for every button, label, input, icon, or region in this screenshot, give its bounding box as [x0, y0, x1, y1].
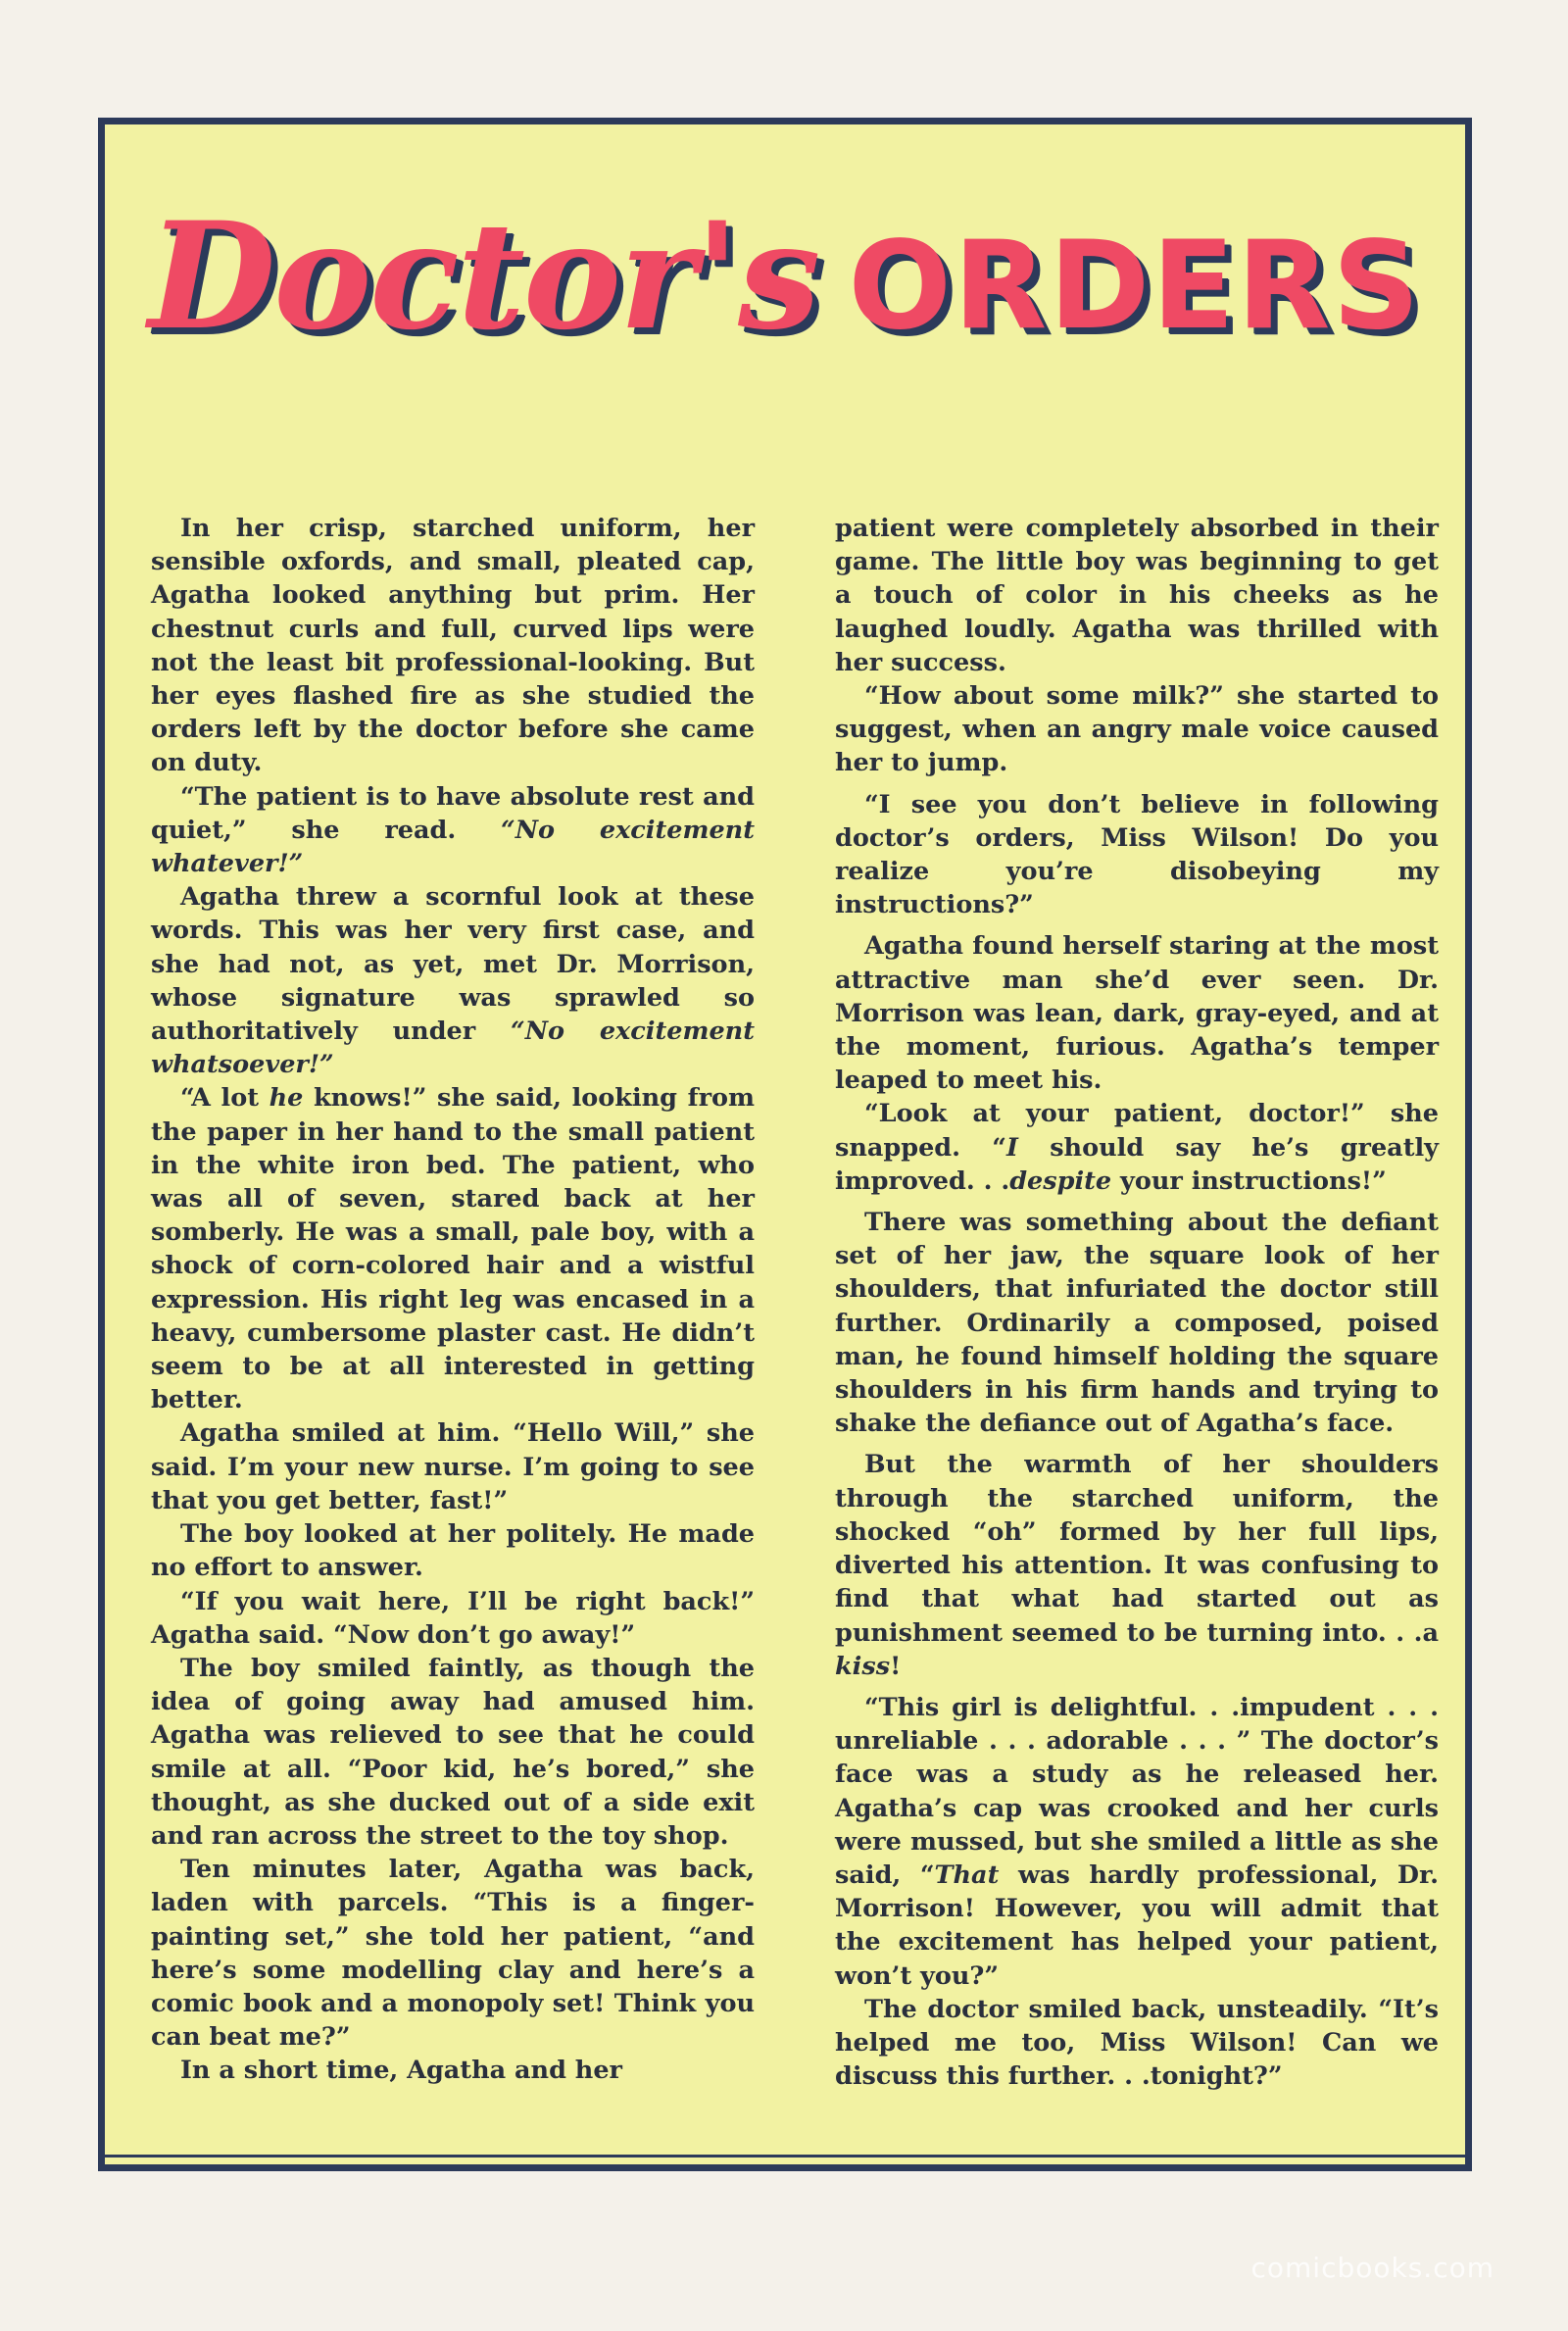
paragraph: The doctor smiled back, unsteadily. “It’s helped me too, Miss Wilson! Can we discuss this further. . .tonight?” [835, 1994, 1439, 2092]
story-title [102, 190, 1468, 363]
paragraph: “This girl is delightful. . .impudent . . . unreliable . . . adorable . . . ” The doctor’s face was a study as he released her. Agatha’s cap was crooked and her curls were mussed, but she smiled a little as she said, “That was hardly professional, Dr. Morrison! However, you will admit that the excitement has helped your patient, won’t you?” [835, 1692, 1439, 1991]
story-panel [98, 118, 1472, 2171]
paragraph: In her crisp, starched uniform, her sensible oxfords, and small, pleated cap, Agatha looked anything but prim. Her chestnut curls and full, curved lips were not the least bit professional-looking. But her eyes flashed fire as she studied the orders left by the doctor before she came on duty. [151, 514, 755, 778]
paragraph: In a short time, Agatha and her [180, 2056, 622, 2086]
bottom-divider [98, 2155, 1472, 2157]
paragraph: There was something about the defiant set of her jaw, the square look of her shoulders, that infuriated the doctor still further. Ordinarily a composed, poised man, he found himself holding the square shoulders in his firm hands and trying to shake the defiance out of Agatha’s face. [835, 1208, 1439, 1439]
paragraph: Agatha found herself staring at the most attractive man she’d ever seen. Dr. Morrison was lean, dark, gray-eyed, and at the moment, furious. Agatha’s temper leaped to meet his. [835, 931, 1439, 1096]
paragraph: “Look at your patient, doctor!” she snapped. “I should say he’s greatly improved. . .despite your instructions!” [835, 1099, 1439, 1196]
paragraph: “The patient is to have absolute rest and quiet,” she read. “No excitement whatever!” [151, 781, 756, 879]
title-script-word: Doctor's [148, 190, 819, 363]
paragraph: Ten minutes later, Agatha was back, laden with parcels. “This is a finger-painting set,” she told her patient, “and here’s some modelling clay and here’s a comic book and a monopoly set! Think you can beat me?” [151, 1855, 755, 2053]
right-text-column [835, 512, 1439, 2093]
paragraph: “A lot he knows!” she said, looking from the paper in her hand to the small patient in the white iron bed. The patient, who was all of seven, stared back at her somberly. He was a small, pale boy, with a shock of corn-colored hair and a wistful expression. His right leg was encased in a heavy, cumbersome plaster cast. He didn’t seem to be at all interested in getting better. [151, 1083, 755, 1415]
paragraph: patient were completely absorbed in their game. The little boy was beginning to get a touch of color in his cheeks as he laughed loudly. Agatha was thrilled with her success. [835, 514, 1439, 677]
paragraph: The boy looked at her politely. He made no effort to answer. [151, 1519, 755, 1583]
paragraph: Agatha threw a scornful look at these words. This was her very first case, and she had not, as yet, met Dr. Morrison, whose signature was sprawled so authoritatively under “No excitement whatsoever!” [151, 882, 755, 1080]
paragraph: But the warmth of her shoulders through the starched uniform, the shocked “oh” formed by her full lips, diverted his attention. It was confusing to find that what had started out as punishment seemed to be turning into. . .a kiss! [835, 1450, 1439, 1681]
site-watermark: comicbooks.com [1250, 2252, 1494, 2284]
title-block-word: ORDERS [848, 216, 1422, 357]
paragraph: The boy smiled faintly, as though the idea of going away had amused him. Agatha was relieved to see that he could smile at all. “Poor kid, he’s bored,” she thought, as she ducked out of a side exit and ran across the street to the toy shop. [151, 1653, 755, 1851]
left-text-column [151, 512, 755, 2088]
paragraph: Agatha smiled at him. “Hello Will,” she said. I’m your new nurse. I’m going to see that you get better, fast!” [151, 1418, 755, 1515]
paragraph: “How about some milk?” she started to suggest, when an angry male voice caused her to jump. [835, 681, 1439, 778]
paragraph: “If you wait here, I’ll be right back!” Agatha said. “Now don’t go away!” [151, 1586, 755, 1650]
paragraph: “I see you don’t believe in following doctor’s orders, Miss Wilson! Do you realize you’re disobeying my instructions?” [835, 789, 1439, 920]
